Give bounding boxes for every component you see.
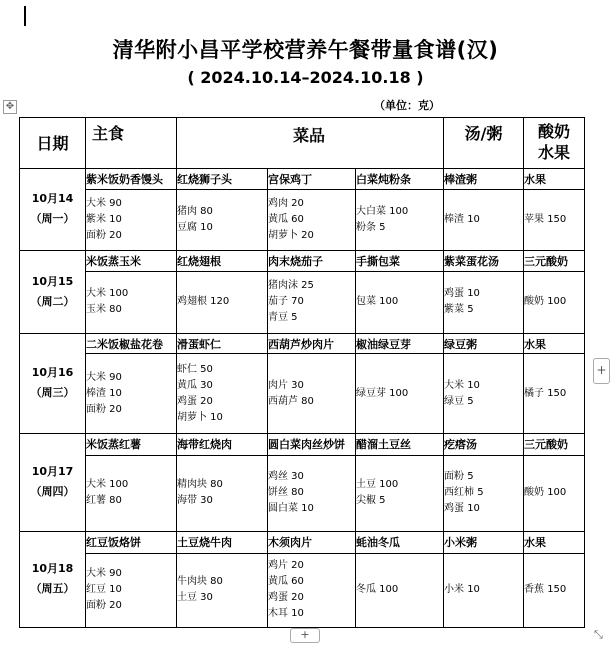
staple-name: 红豆饭烙饼 [86,531,177,553]
day-date: 10月15 [31,274,74,288]
ingredient-line: 精肉块 80 [177,479,223,491]
extra-name: 三元酸奶 [524,251,585,272]
ingredient-line: 棒渣 10 [86,387,122,399]
ingredient-line: 大米 90 [86,198,122,210]
soup-ingredients [444,190,524,251]
day-weekday: （周三） [30,386,75,400]
extra-name: 三元酸奶 [524,433,585,455]
day-weekday: （周二） [30,294,75,308]
ingredient-line: 面粉 20 [86,403,122,415]
ingredient-line: 紫菜 5 [444,304,474,316]
staple-ingredients [86,271,177,333]
dish3-name: 白菜炖粉条 [356,168,444,190]
dish1-name: 红烧狮子头 [177,168,268,190]
header-dishes [177,118,444,169]
dish1-ingredients [177,271,268,333]
day-date: 10月16 [31,366,74,380]
ingredient-line: 鸡片 20 [268,560,304,572]
ingredient-line: 红豆 10 [86,584,122,596]
dish2-ingredients [268,354,356,433]
header-soup: 汤/粥 [444,118,524,169]
dish3-ingredients [356,271,444,333]
ingredient-line: 酸奶 100 [524,296,567,308]
ingredient-line: 绿豆 5 [444,395,474,407]
ingredient-line: 鸡蛋 20 [268,592,304,604]
ingredient-line: 粉条 5 [356,222,386,234]
ingredient-line: 棒渣 10 [444,214,480,226]
header-staple: 主食 [86,118,177,169]
dish2-ingredients [268,190,356,251]
ingredient-line: 大米 100 [86,479,129,491]
ingredient-line: 冬瓜 100 [356,584,399,596]
extra-name: 水果 [524,531,585,553]
header-dishes-label: 菜品 [293,126,326,145]
staple-name: 二米饭椒盐花卷 [86,333,177,354]
soup-ingredients [444,455,524,531]
dish2-ingredients [268,553,356,627]
dish3-ingredients [356,553,444,627]
ingredient-line: 大米 90 [86,371,122,383]
dish2-name: 西葫芦炒肉片 [268,333,356,354]
soup-name: 紫菜蛋花汤 [444,251,524,272]
ingredient-line: 黄瓜 30 [177,379,213,391]
extra-ingredients [524,190,585,251]
ingredient-line: 土豆 30 [177,592,213,604]
add-column-button[interactable]: + [593,358,610,384]
staple-name: 米饭蒸红薯 [86,433,177,455]
table-resize-icon[interactable]: ⤡ [594,628,603,641]
day-date-cell [20,251,86,334]
ingredient-line: 大米 90 [86,568,122,580]
ingredient-line: 圆白菜 10 [268,503,314,515]
ingredient-line: 鸡蛋 10 [444,288,480,300]
ingredient-line: 茄子 70 [268,296,304,308]
staple-ingredients [86,190,177,251]
staple-name: 米饭蒸玉米 [86,251,177,272]
dish3-name: 手撕包菜 [356,251,444,272]
staple-ingredients [86,354,177,433]
extra-ingredients [524,455,585,531]
ingredient-line: 小米 10 [444,584,480,596]
ingredient-line: 酸奶 100 [524,487,567,499]
day-weekday: （周一） [30,212,75,226]
ingredient-line: 西红柿 5 [444,487,484,499]
day-date-cell [20,531,86,627]
dish2-name: 圆白菜肉丝炒饼 [268,433,356,455]
header-date: 日期 [20,118,86,169]
ingredient-line: 包菜 100 [356,296,399,308]
dish2-name: 木须肉片 [268,531,356,553]
dish1-ingredients [177,354,268,433]
dish2-name: 宫保鸡丁 [268,168,356,190]
header-yogurt-fruit [524,118,585,169]
dish3-name: 椒油绿豆芽 [356,333,444,354]
ingredient-line: 虾仁 50 [177,363,213,375]
extra-name: 水果 [524,333,585,354]
dish1-name: 红烧翅根 [177,251,268,272]
ingredient-line: 鸡翅根 120 [177,296,230,308]
extra-ingredients [524,553,585,627]
date-range: ( 2024.10.14–2024.10.18 ) [187,68,424,87]
extra-ingredients [524,354,585,433]
dish1-name: 滑蛋虾仁 [177,333,268,354]
extra-name: 水果 [524,168,585,190]
dish2-name: 肉末烧茄子 [268,251,356,272]
ingredient-line: 土豆 100 [356,479,399,491]
day-date-cell [20,333,86,433]
ingredient-line: 大米 10 [444,379,480,391]
day-weekday: （周五） [30,582,75,596]
ingredient-line: 猪肉 80 [177,206,213,218]
day-date-cell [20,433,86,531]
ingredient-line: 猪肉沫 25 [268,280,314,292]
header-fruit: 水果 [538,143,571,162]
ingredient-line: 青豆 5 [268,312,298,324]
ingredient-line: 玉米 80 [86,304,122,316]
day-date-cell [20,168,86,251]
dish3-name: 蚝油冬瓜 [356,531,444,553]
ingredient-line: 饼丝 80 [268,487,304,499]
dish1-ingredients [177,190,268,251]
add-row-button[interactable]: + [290,628,320,643]
day-date: 10月17 [31,465,74,479]
staple-ingredients [86,553,177,627]
ingredient-line: 胡萝卜 10 [177,411,223,423]
ingredient-line: 绿豆芽 100 [356,387,409,399]
dish2-ingredients [268,455,356,531]
ingredient-line: 木耳 10 [268,608,304,620]
ingredient-line: 橘子 150 [524,387,567,399]
ingredient-line: 黄瓜 60 [268,214,304,226]
ingredient-line: 肉片 30 [268,379,304,391]
staple-name: 紫米饭奶香馒头 [86,168,177,190]
ingredient-line: 香蕉 150 [524,584,567,596]
soup-name: 棒渣粥 [444,168,524,190]
menu-table [19,117,585,628]
table-move-handle-icon[interactable]: ✥ [3,100,17,114]
ingredient-line: 红薯 80 [86,495,122,507]
day-weekday: （周四） [30,485,75,499]
ingredient-line: 尖椒 5 [356,495,386,507]
ingredient-line: 苹果 150 [524,214,567,226]
soup-name: 疙瘩汤 [444,433,524,455]
soup-name: 绿豆粥 [444,333,524,354]
ingredient-line: 鸡蛋 10 [444,503,480,515]
ingredient-line: 面粉 20 [86,600,122,612]
soup-name: 小米粥 [444,531,524,553]
dish3-name: 醋溜土豆丝 [356,433,444,455]
ingredient-line: 面粉 5 [444,471,474,483]
ingredient-line: 面粉 20 [86,230,122,242]
ingredient-line: 西葫芦 80 [268,395,314,407]
ingredient-line: 大米 100 [86,288,129,300]
day-date: 10月18 [31,562,74,576]
staple-ingredients [86,455,177,531]
dish3-ingredients [356,190,444,251]
ingredient-line: 牛肉块 80 [177,576,223,588]
text-cursor [24,6,26,26]
dish3-ingredients [356,455,444,531]
ingredient-line: 豆腐 10 [177,222,213,234]
day-date: 10月14 [31,192,74,206]
dish1-name: 海带红烧肉 [177,433,268,455]
soup-ingredients [444,354,524,433]
soup-ingredients [444,553,524,627]
unit-label: （单位：克） [374,99,440,112]
ingredient-line: 鸡丝 30 [268,471,304,483]
ingredient-line: 海带 30 [177,495,213,507]
dish1-ingredients [177,455,268,531]
dish2-ingredients [268,271,356,333]
dish3-ingredients [356,354,444,433]
header-yogurt: 酸奶 [538,122,571,141]
dish1-name: 土豆烧牛肉 [177,531,268,553]
ingredient-line: 鸡蛋 20 [177,395,213,407]
soup-ingredients [444,271,524,333]
ingredient-line: 胡萝卜 20 [268,230,314,242]
extra-ingredients [524,271,585,333]
ingredient-line: 黄瓜 60 [268,576,304,588]
page-title: 清华附小昌平学校营养午餐带量食谱(汉) [112,38,499,62]
dish1-ingredients [177,553,268,627]
ingredient-line: 紫米 10 [86,214,122,226]
ingredient-line: 大白菜 100 [356,206,409,218]
ingredient-line: 鸡肉 20 [268,198,304,210]
